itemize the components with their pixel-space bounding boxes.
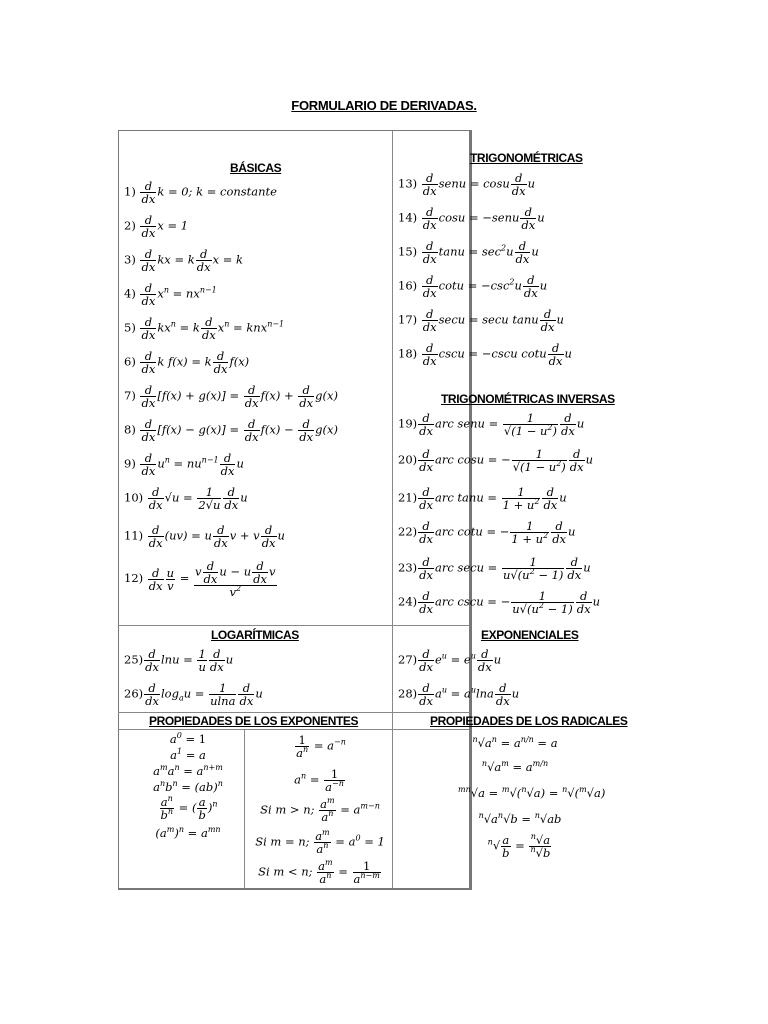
formula-7: 7) $\frac{d}{dx}$ [f(x) + g(x)] = $\frac{d}{dx}$ f(x) + $\frac{d}{dx}$ g(x) xyxy=(124,383,338,411)
document-title: FORMULARIO DE DERIVADAS. xyxy=(291,98,477,113)
formula-25: 25) $\frac{d}{dx}$ lnu = $\frac{1}{u}$ $\frac{d}{dx}$ u xyxy=(124,647,234,675)
section-prop-exponentes: PROPIEDADES DE LOS EXPONENTES xyxy=(149,714,359,728)
exp-prop-1: $a^0 = 1$ xyxy=(169,731,207,746)
formula-26: 26) $\frac{d}{dx}$ $\log_au$ = $\frac{1}{ulna}$ $\frac{d}{dx}$ u xyxy=(124,681,263,709)
formula-12: 12) $\frac{d}{dx}$ $\frac{u}{v}$ = v $\frac{d}{dx}$ u − u $\frac{d}{dx}$ v $v^2$ xyxy=(124,559,276,600)
formula-13: 13) $\frac{d}{dx}$ senu = cosu $\frac{d}{dx}$ u xyxy=(398,171,536,199)
section-prop-radicales: PROPIEDADES DE LOS RADICALES xyxy=(430,714,628,728)
formula-28: 28) $\frac{d}{dx}$ $a^u = a^u\ln a$ $\frac{d}{dx}$ u xyxy=(398,681,520,709)
divider-logaritmicas xyxy=(118,625,470,626)
rad-prop-1: $^n√a^n = a^{n/n} = a$ xyxy=(472,735,558,750)
formula-5: 5) $\frac{d}{dx}$ $kx^n = k$ $\frac{d}{dx}$ $x^n = knx^{n-1}$ xyxy=(124,315,285,343)
exp-prop-9: Si m > n; $\frac{a^m}{a^n}$ = $a^{m-n}$ xyxy=(260,796,380,825)
formula-18: 18) $\frac{d}{dx}$ cscu = −cscu cotu $\frac{d}{dx}$ u xyxy=(398,341,572,369)
formula-9: 9) $\frac{d}{dx}$ $u^n = nu^{n-1}$ $\frac{d}{dx}$ u xyxy=(124,451,244,479)
exp-prop-8: $a^n$ = $\frac{1}{a^{-n}}$ xyxy=(294,767,344,795)
formula-20: 20) $\frac{d}{dx}$ arc cosu = − $\frac{1}{√(1 - u^2)}$ $\frac{d}{dx}$ u xyxy=(398,447,594,475)
exp-prop-5: $\frac{a^n}{b^n}$ = ( $\frac{a}{b}$ )$^n$ xyxy=(160,794,218,823)
formula-2: 2) $\frac{d}{dx}$ x = 1 xyxy=(124,213,189,241)
section-trig-inversas: TRIGONOMÉTRICAS INVERSAS xyxy=(441,392,615,406)
exp-prop-3: $a^ma^n = a^{n+m}$ xyxy=(153,763,223,778)
formula-16: 16) $\frac{d}{dx}$ $\cot u = -\csc^2u$ $\frac{d}{dx}$ u xyxy=(398,273,548,301)
section-trigonometricas: TRIGONOMÉTRICAS xyxy=(470,151,583,165)
formula-1: 1) $\frac{d}{dx}$ k = 0; k = constante xyxy=(124,179,277,207)
exp-prop-6: $(a^m)^n = a^{mn}$ xyxy=(155,825,221,840)
formula-22: 22) $\frac{d}{dx}$ arc cotu = − $\frac{1}{1 + u^2}$ $\frac{d}{dx}$ u xyxy=(398,519,576,547)
formula-21: 21) $\frac{d}{dx}$ arc tanu = $\frac{1}{1 + u^2}$ $\frac{d}{dx}$ u xyxy=(398,485,567,513)
formula-8: 8) $\frac{d}{dx}$ [f(x) − g(x)] = $\frac{d}{dx}$ f(x) − $\frac{d}{dx}$ g(x) xyxy=(124,417,338,445)
exp-prop-11: Si m < n; $\frac{a^m}{a^n}$ = $\frac{1}{a^{n-m}}$ xyxy=(258,858,380,887)
formula-3: 3) $\frac{d}{dx}$ kx = k $\frac{d}{dx}$ x = k xyxy=(124,247,243,275)
formula-14: 14) $\frac{d}{dx}$ cosu = −senu $\frac{d}{dx}$ u xyxy=(398,205,545,233)
formula-27: 27) $\frac{d}{dx}$ $e^u = e^u$ $\frac{d}{dx}$ u xyxy=(398,647,502,675)
divider-exponentes xyxy=(244,729,245,888)
formula-23: 23) $\frac{d}{dx}$ arc secu = $\frac{1}{u√(u^2 - 1)}$ $\frac{d}{dx}$ u xyxy=(398,555,591,583)
divider-propiedades xyxy=(118,712,470,713)
divider-prop-header xyxy=(118,729,470,730)
formula-10: 10) $\frac{d}{dx}$ √u = $\frac{1}{2√u}$ $\frac{d}{dx}$ u xyxy=(124,485,248,513)
formula-15: 15) $\frac{d}{dx}$ $\tan u = \sec^2u$ $\frac{d}{dx}$ u xyxy=(398,239,539,267)
rad-prop-4: $^n√a^n√b = ^n√ab$ xyxy=(478,811,562,826)
rad-prop-5: $^n$√ $\frac{a}{b}$ = $\frac{^n√a}{^n√b}$ xyxy=(487,832,551,861)
exp-prop-4: $a^nb^n = (ab)^n$ xyxy=(153,779,223,794)
rad-prop-3: $^{mn}$√a = $^m$√($^n$√a) = $^n$√($^m$√a) xyxy=(458,785,606,800)
exp-prop-2: $a^1 = a$ xyxy=(170,747,206,762)
formula-17: 17) $\frac{d}{dx}$ secu = secu tanu $\frac{d}{dx}$ u xyxy=(398,307,564,335)
formula-19: 19) $\frac{d}{dx}$ arc senu = $\frac{1}{√(1 - u^2)}$ $\frac{d}{dx}$ u xyxy=(398,411,585,439)
rad-prop-2: $^n√a^m = a^{m/n}$ xyxy=(481,759,549,774)
formula-24: 24) $\frac{d}{dx}$ arc cscu = − $\frac{1}{u√(u^2 - 1)}$ $\frac{d}{dx}$ u xyxy=(398,589,600,617)
formula-4: 4) $\frac{d}{dx}$ $x^n = nx^{n-1}$ xyxy=(124,281,217,309)
formula-6: 6) $\frac{d}{dx}$ k f(x) = k $\frac{d}{dx}$ f(x) xyxy=(124,349,250,377)
section-basicas: BÁSICAS xyxy=(230,161,282,175)
section-exponenciales: EXPONENCIALES xyxy=(481,628,579,642)
exp-prop-7: $\frac{1}{a^n}$ = $a^{-n}$ xyxy=(296,733,346,761)
exp-prop-10: Si m = n; $\frac{a^m}{a^n}$ = $a^0 = 1$ xyxy=(255,828,385,857)
section-logaritmicas: LOGARÍTMICAS xyxy=(211,628,299,642)
formula-11: 11) $\frac{d}{dx}$ (uv) = u $\frac{d}{dx}$ v + v $\frac{d}{dx}$ u xyxy=(124,523,285,551)
